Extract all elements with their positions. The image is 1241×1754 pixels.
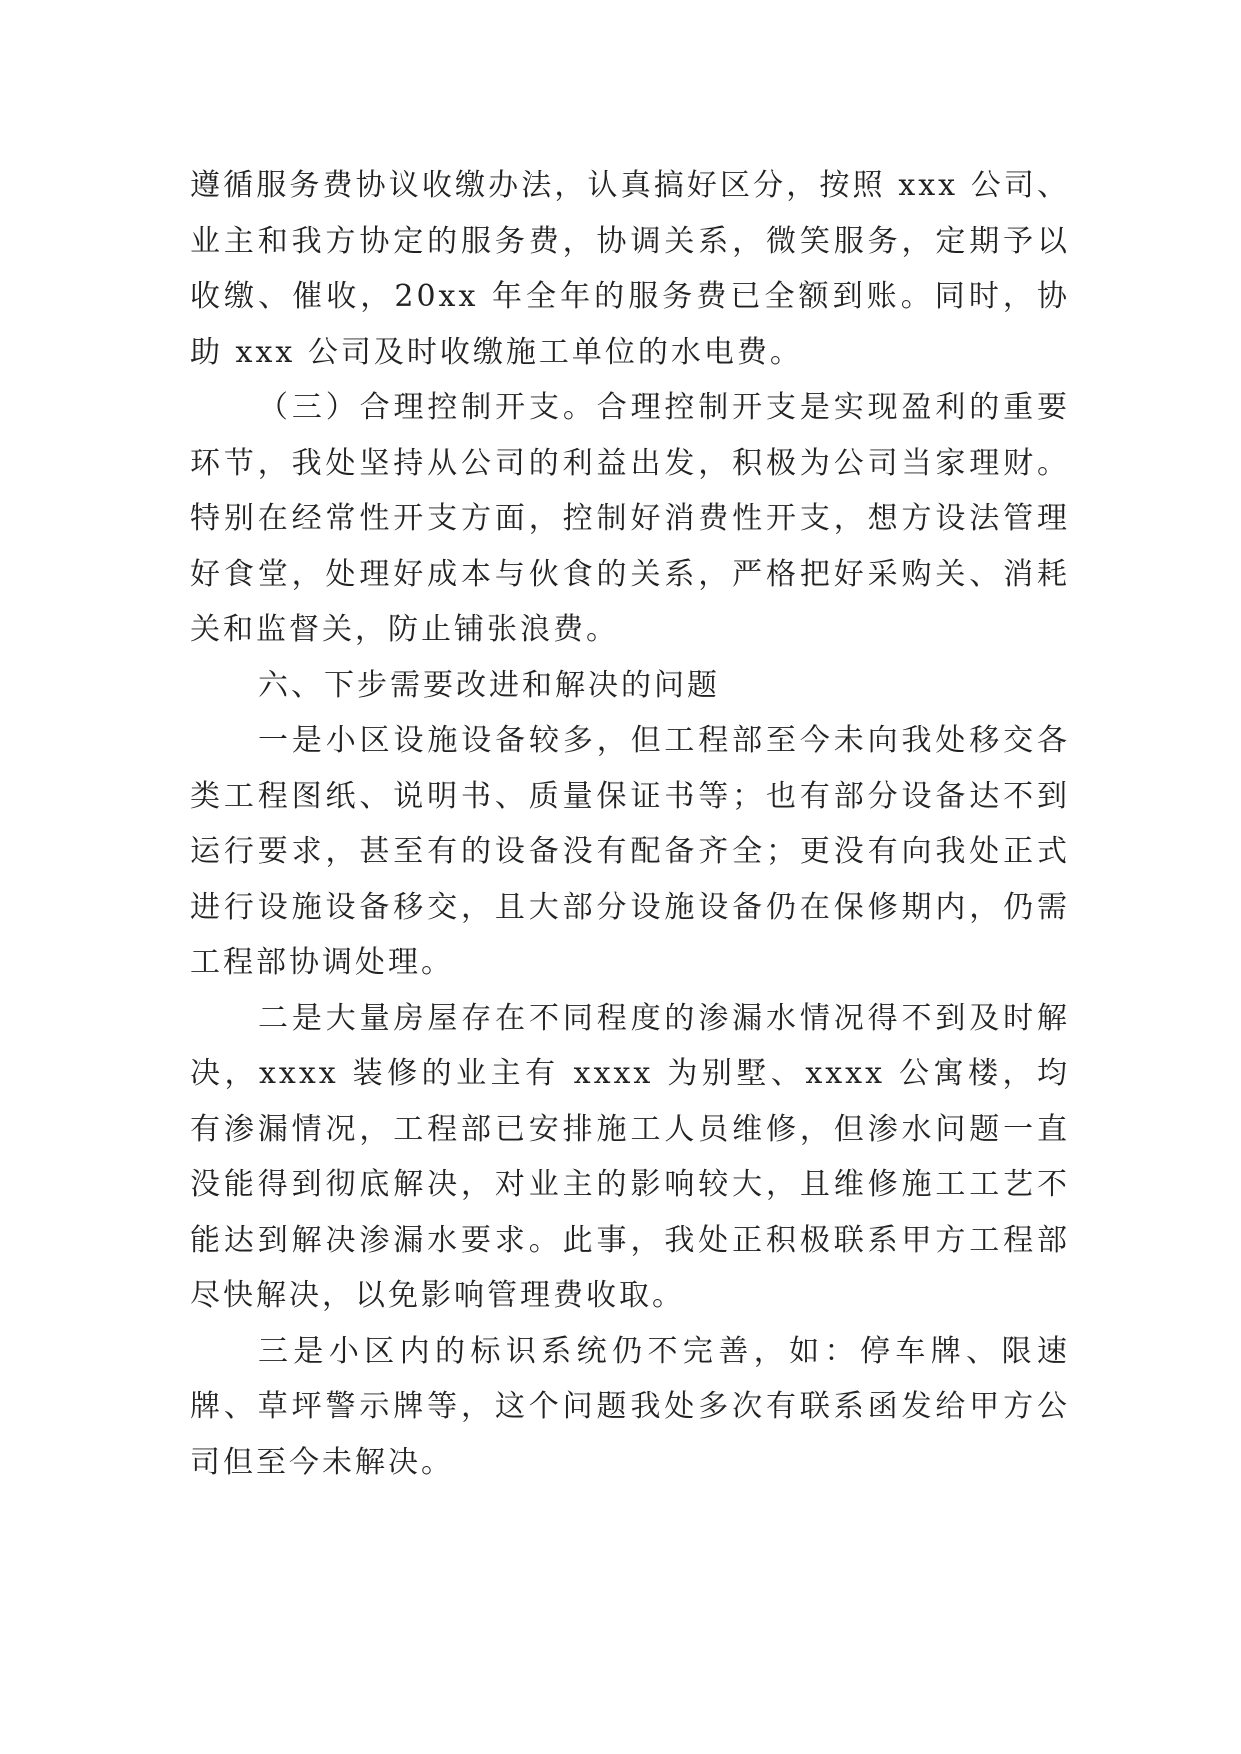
paragraph-issue-two: 二是大量房屋存在不同程度的渗漏水情况得不到及时解决，xxxx 装修的业主有 xxxx 为别墅、xxxx 公寓楼，均有渗漏情况，工程部已安排施工人员维修，但渗水问题一直没能得到彻底解决，对业主的影响较大，且维修施工工艺不能达到解决渗漏水要求。此事，我处正积极联系甲方工程部尽快解决，以免影响管理费收取。 bbox=[190, 1000, 1070, 1313]
paragraph-control-expenses: （三）合理控制开支。合理控制开支是实现盈利的重要环节，我处坚持从公司的利益出发，积极为公司当家理财。特别在经常性开支方面，控制好消费性开支，想方设法管理好食堂，处理好成本与伙食的关系，严格把好采购关、消耗关和监督关，防止铺张浪费。 bbox=[190, 390, 1070, 647]
paragraph-issue-three: 三是小区内的标识系统仍不完善，如：停车牌、限速牌、草坪警示牌等，这个问题我处多次有联系函发给甲方公司但至今未解决。 bbox=[190, 1333, 1070, 1480]
paragraph-issue-one: 一是小区设施设备较多，但工程部至今未向我处移交各类工程图纸、说明书、质量保证书等；也有部分设备达不到运行要求，甚至有的设备没有配备齐全；更没有向我处正式进行设施设备移交，且大部分设施设备仍在保修期内，仍需工程部协调处理。 bbox=[190, 723, 1070, 980]
section-heading-improvements: 六、下步需要改进和解决的问题 bbox=[258, 667, 720, 703]
paragraph-service-fee: 遵循服务费协议收缴办法，认真搞好区分，按照 xxx 公司、业主和我方协定的服务费，协调关系，微笑服务，定期予以收缴、催收，20xx 年全年的服务费已全额到账。同时，协助 xxx 公司及时收缴施工单位的水电费。 bbox=[190, 168, 1070, 370]
document-body bbox=[190, 158, 1070, 1490]
